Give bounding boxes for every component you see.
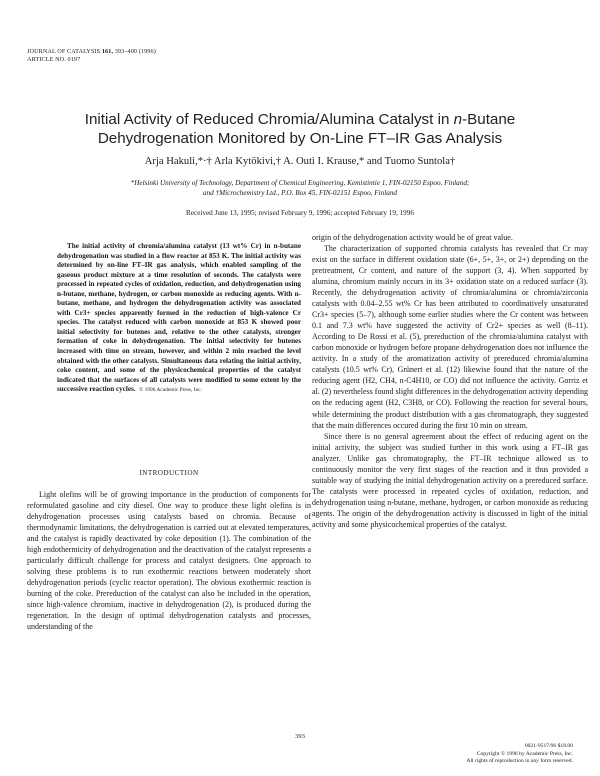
affiliations: *Helsinki University of Technology, Department of Chemical Engineering, Kemistintie 1, FIN-02150 Espoo, Finland; and †Microchemistry Ltd., P.O. Box 45, FIN-02151 Espoo, Finland bbox=[130, 179, 470, 197]
author-list: Arja Hakuli,*·† Arla Kytökivi,† A. Outi I. Krause,* and Tuomo Suntola† bbox=[144, 156, 456, 167]
section-heading: INTRODUCTION bbox=[139, 469, 199, 477]
abstract-press: © 1996 Academic Press, Inc. bbox=[139, 387, 202, 394]
page-number: 393 bbox=[295, 733, 305, 740]
journal-pages: 393–400 (1996) bbox=[114, 48, 156, 55]
right-column bbox=[312, 232, 588, 530]
paragraph: origin of the dehydrogenation activity would be of great value. bbox=[312, 233, 513, 242]
paragraph: The characterization of supported chromia catalysts has revealed that Cr may exist on the surface in different oxidation state (6+, 5+, 3+, or 2+) depending on the pretreatment, Cr content, and nature of the support (3, 4). When supported by alumina, chromium mainly occurs in its 3+ oxidation state on a reduced surface (3). Recently, the dehydrogenation activity of chromia/alumina or chromia/zirconia catalysts with 0.04–2.55 wt% Cr has been attributed to coordinatively unsaturated Cr3+ species (5–7), although some earlier studies where the Cr content was between 0.1 and 7.3 wt% have suggested the activity of Cr2+ species as well (8–11). According to De Rossi et al. (5), prereduction of the chromia/alumina catalyst with carbon monoxide or hydrogen before propane dehydrogenation does not influence the activity. In a study of the aromatization activity of prereduced chromia/alumina catalysts (10.5 wt% Cr), Grünert et al. (12) likewise found that the nature of the reducing agent (H2, CH4, n-C4H10, or CO) did not influence the activity. Gorriz et al. (2) nevertheless found slight differences in the dehydrogenation activity depending on the reducing agent (H2, C3H8, or CO). Following the reaction for several hours, while determining the product distribution with a gas chromatograph, they suggested that the main differences occured during the first 10 min on stream. bbox=[312, 244, 588, 430]
copyright-notice: 0021-9517/96 $18.00 Copyright © 1996 by Academic Press, Inc. All rights of reproduction in any form reserved. bbox=[466, 743, 573, 765]
paper-title: Initial Activity of Reduced Chromia/Alumina Catalyst in n-Butane Dehydrogenation Monitored by On-Line FT–IR Gas Analysis bbox=[84, 111, 516, 147]
received-dates: Received June 13, 1995; revised February 9, 1996; accepted February 19, 1996 bbox=[186, 209, 414, 217]
abstract bbox=[57, 242, 301, 396]
paragraph: Light olefins will be of growing importance in the production of components for reformulated gasoline and city diesel. One way to produce these light olefins is in dehydrogenation processes using catalysts based on chromia. Because of thermodynamic limitations, the dehydrogenation is carried out at elevated temperatures, and the catalyst is rapidly deactivated by coke deposition (1). The combination of the high endothermicity of dehydrogenation and the deactivation of the catalyst represents a particularly difficult challenge for process and catalyst designers. One approach to solving these problems is to run exothermic reactions between moderately short dehydrogenation periods (cyclic reactor operation). The obvious exothermic reaction is burning of the coke. Prereduction of the catalyst can also be included in the operation, since high-valence chromium, inactive in dehydrogenation (2), is produced during the regeneration. In the design of optimal dehydrogenation catalysts and processes, understanding of the bbox=[27, 490, 311, 632]
left-column bbox=[27, 489, 311, 632]
journal-header bbox=[27, 48, 156, 64]
paragraph: Since there is no general agreement about the effect of reducing agent on the initial activity, the subject was studied further in this work using a FT–IR gas analyzer. Unlike gas chromatography, the FT–IR technique allowed us to continuously monitor the very first stages of the reaction and it thus provided a suitable way of studying the initial dehydrogenation activity on a prereduced surface. The catalysts were processed in repeated cycles of oxidation, reduction, and dehydrogenation using n-butane, methane, hydrogen, or carbon monoxide as reducing agents. The origin of the dehydrogenation activity is discussed in light of the initial activity and some physicochemical properties of the catalyst. bbox=[312, 431, 588, 529]
journal-volume: 161, bbox=[101, 48, 114, 55]
abstract-text: The initial activity of chromia/alumina catalyst (13 wt% Cr) in n-butane dehydrogenation was studied in a flow reactor at 853 K. The initial activity was determined by on-line FT–IR gas analysis, which enabled sampling of the gaseous product mixture at a time resolution of seconds. The catalysts were processed in repeated cycles of oxidation, reduction, and dehydrogenation using n-butane, methane, hydrogen, or carbon monoxide as reducing agents. With n-butane, methane, and hydrogen the dehydrogenation activity was associated with Cr3+ species apparently formed in the reduction of high-valence Cr species. The catalyst reduced with carbon monoxide at 853 K showed poor initial selectivity for butenes and, relative to the other catalysts, stronger formation of coke in dehydrogenation. The initial selectivity for butenes increased with time on stream, however, and within 2 min reached the level obtained with the other catalysts. Simultaneous data relating the initial activity, coke content, and some of the physicochemical properties of the catalyst indicated that the surfaces of all catalysts were modified to some extent by the successive reaction cycles. bbox=[57, 242, 301, 394]
journal-name: JOURNAL OF CATALYSIS bbox=[27, 48, 101, 55]
article-number: ARTICLE NO. 0197 bbox=[27, 56, 81, 63]
